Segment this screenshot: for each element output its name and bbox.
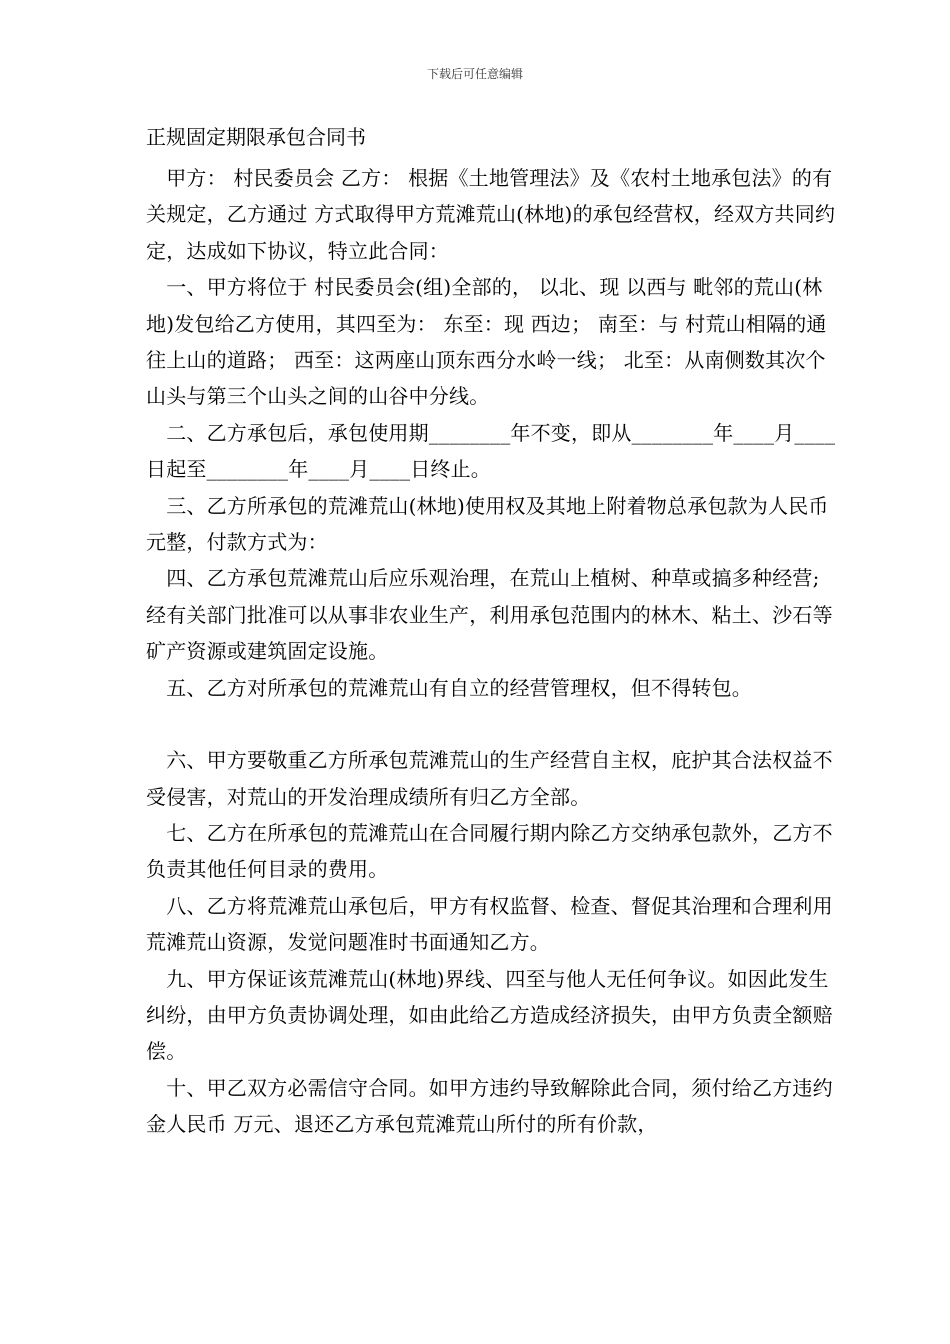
paragraph-clause-3: 三、乙方所承包的荒滩荒山(林地)使用权及其地上附着物总承包款为人民币 元整，付款方式为： bbox=[146, 493, 829, 555]
paragraph-spacer bbox=[146, 706, 836, 742]
paragraph-clause-2: 二、乙方承包后，承包使用期________年不变，即从________年____月____日起至________年____月____日终止。 bbox=[146, 420, 836, 482]
paragraph-clause-6: 六、甲方要敬重乙方所承包荒滩荒山的生产经营自主权，庇护其合法权益不受侵害，对荒山的开发治理成绩所有归乙方全部。 bbox=[146, 748, 833, 809]
paragraph-clause-5: 五、乙方对所承包的荒滩荒山有自立的经营管理权，但不得转包。 bbox=[146, 675, 752, 700]
page-header-note: 下载后可任意编辑 bbox=[426, 67, 523, 81]
paragraph-clause-4: 四、乙方承包荒滩荒山后应乐观治理，在荒山上植树、种草或搞多种经营;经有关部门批准可以从事非农业生产，利用承包范围内的林木、粘土、沙石等矿产资源或建筑固定设施。 bbox=[146, 566, 833, 664]
paragraph-clause-8: 八、乙方将荒滩荒山承包后，甲方有权监督、检查、督促其治理和合理利用荒滩荒山资源，发觉问题准时书面通知乙方。 bbox=[146, 893, 833, 955]
paragraph-clause-1: 一、甲方将位于 村民委员会(组)全部的， 以北、现 以西与 毗邻的荒山(林地)发包给乙方使用，其四至为： 东至：现 西边； 南至：与 村荒山相隔的通往上山的道路； 西至：这两座山顶东西分水岭一线； 北至：从南侧数其次个山头与第三个山头之间的山谷中分线。 bbox=[146, 275, 827, 409]
paragraph-clause-10: 十、甲乙双方必需信守合同。如甲方违约导致解除此合同，须付给乙方违约金人民币 万元、退还乙方承包荒滩荒山所付的所有价款， bbox=[146, 1075, 833, 1137]
document-title: 正规固定期限承包合同书 bbox=[146, 125, 366, 149]
paragraph-clause-7: 七、乙方在所承包的荒滩荒山在合同履行期内除乙方交纳承包款外，乙方不负责其他任何目录的费用。 bbox=[146, 820, 833, 882]
document-body bbox=[146, 122, 836, 1143]
paragraph-parties: 甲方： 村民委员会 乙方： 根据《土地管理法》及《农村土地承包法》的有关规定，乙方通过 方式取得甲方荒滩荒山(林地)的承包经营权，经双方共同约定，达成如下协议，特立此合同： bbox=[146, 166, 836, 263]
paragraph-clause-9: 九、甲方保证该荒滩荒山(林地)界线、四至与他人无任何争议。如因此发生纠纷，由甲方负责协调处理，如由此给乙方造成经济损失，由甲方负责全额赔偿。 bbox=[146, 966, 833, 1064]
